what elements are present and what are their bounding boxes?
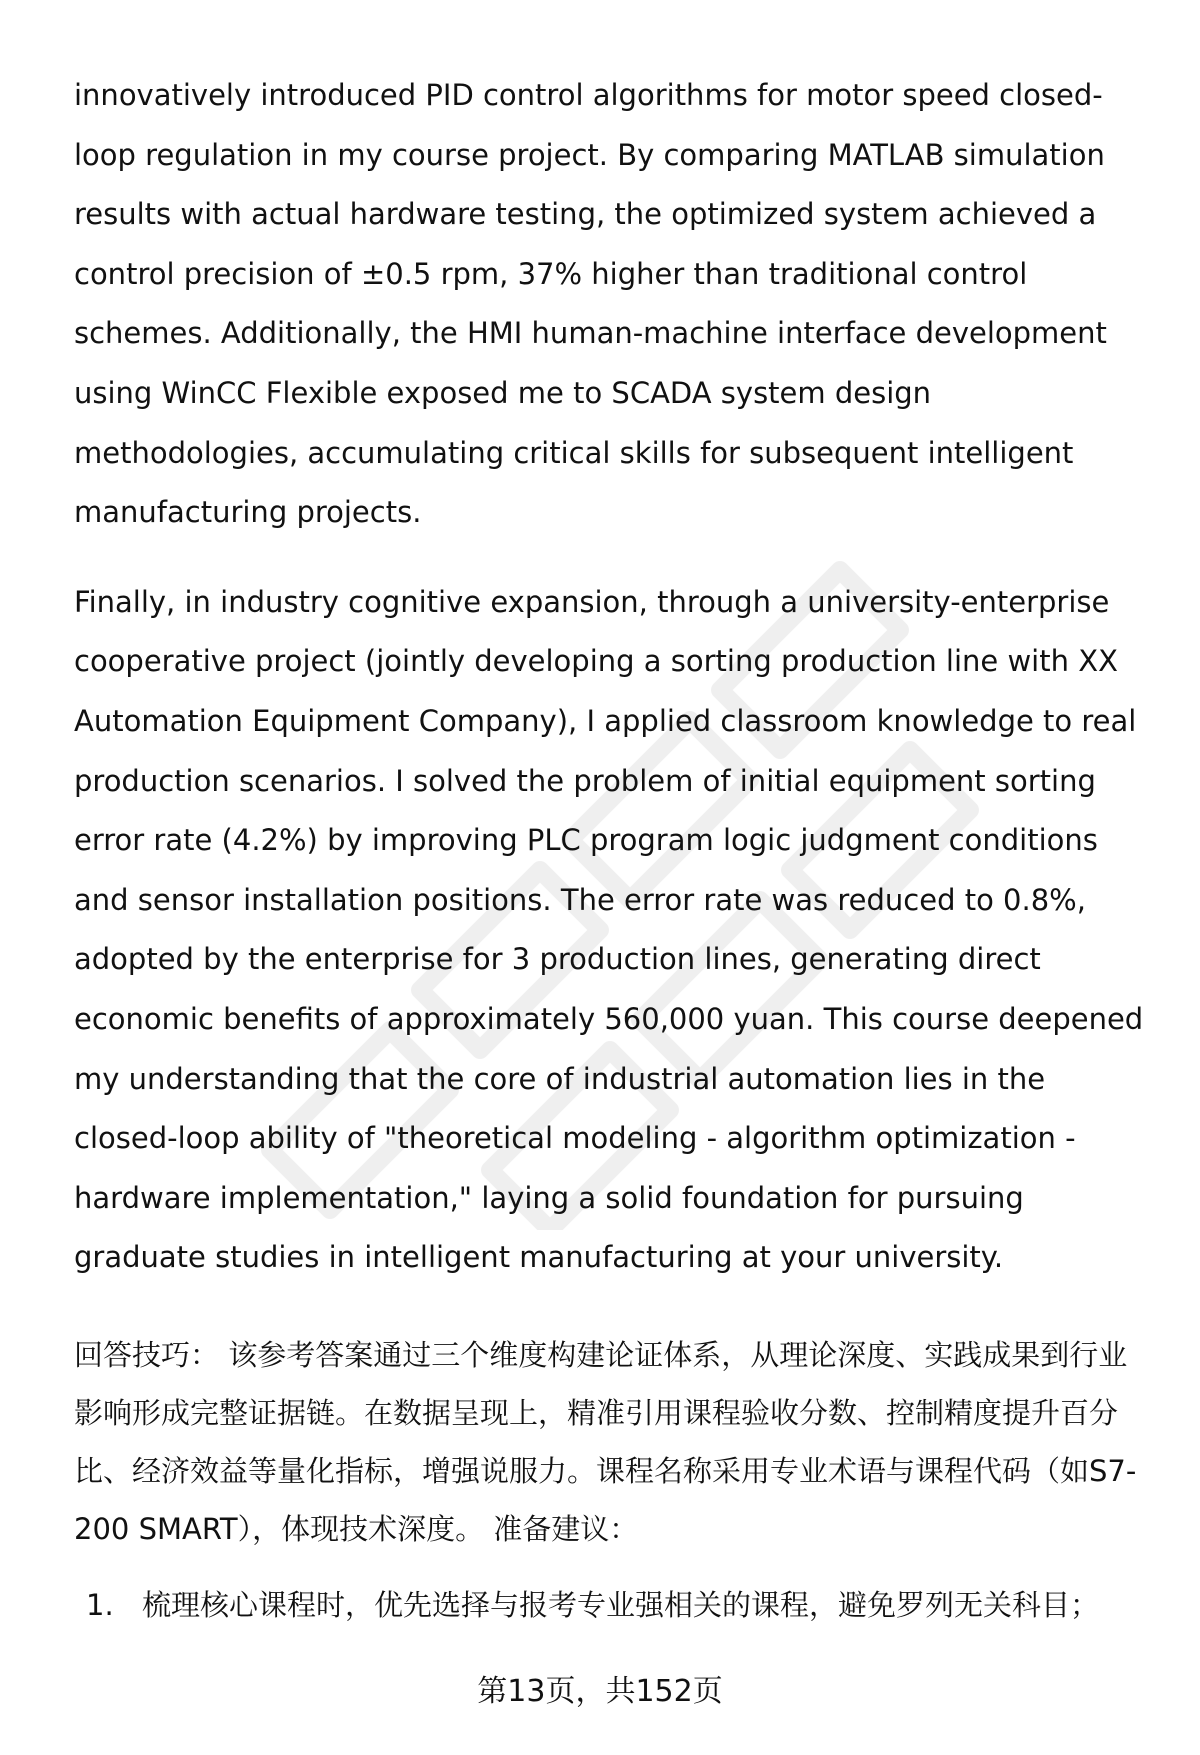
main-content [74, 66, 1154, 1634]
answer-tip-paragraph: 回答技巧： 该参考答案通过三个维度构建论证体系，从理论深度、实践成果到行业影响形成完整证据链。在数据呈现上，精准引用课程验收分数、控制精度提升百分比、经济效益等量化指标，增强说服力。课程名称采用专业术语与课程代码（如S7-200 SMART），体现技术深度。 准备建议： [74, 1337, 1137, 1546]
suggestion-list [74, 1576, 1154, 1634]
list-item-number: 1. [86, 1587, 114, 1622]
page-number-footer: 第13页，共152页 [477, 1674, 723, 1709]
list-item [74, 1576, 1154, 1634]
list-item-text: 梳理核心课程时，优先选择与报考专业强相关的课程，避免罗列无关科目； [142, 1587, 1100, 1622]
body-paragraph-1: innovatively introduced PID control algorithms for motor speed closed-loop regulation in my course project. By comparing MATLAB simulation results with actual hardware testing, the optimized system achieved a control precision of ±0.5 rpm, 37% higher than traditional control schemes. Additionally, the HMI human-machine interface development using WinCC Flexible exposed me to SCADA system design methodologies, accumulating critical skills for subsequent intelligent manufacturing projects. [74, 78, 1107, 530]
body-paragraph-2: Finally, in industry cognitive expansion, through a university-enterprise cooperative project (jointly developing a sorting production line with XX Automation Equipment Company), I applied classroom knowledge to real production scenarios. I solved the problem of initial equipment sorting error rate (4.2%) by improving PLC program logic judgment conditions and sensor installation positions. The error rate was reduced to 0.8%, adopted by the enterprise for 3 production lines, generating direct economic benefits of approximately 560,000 yuan. This course deepened my understanding that the core of industrial automation lies in the closed-loop ability of "theoretical modeling - algorithm optimization - hardware implementation," laying a solid foundation for pursuing graduate studies in intelligent manufacturing at your university. [74, 584, 1144, 1275]
